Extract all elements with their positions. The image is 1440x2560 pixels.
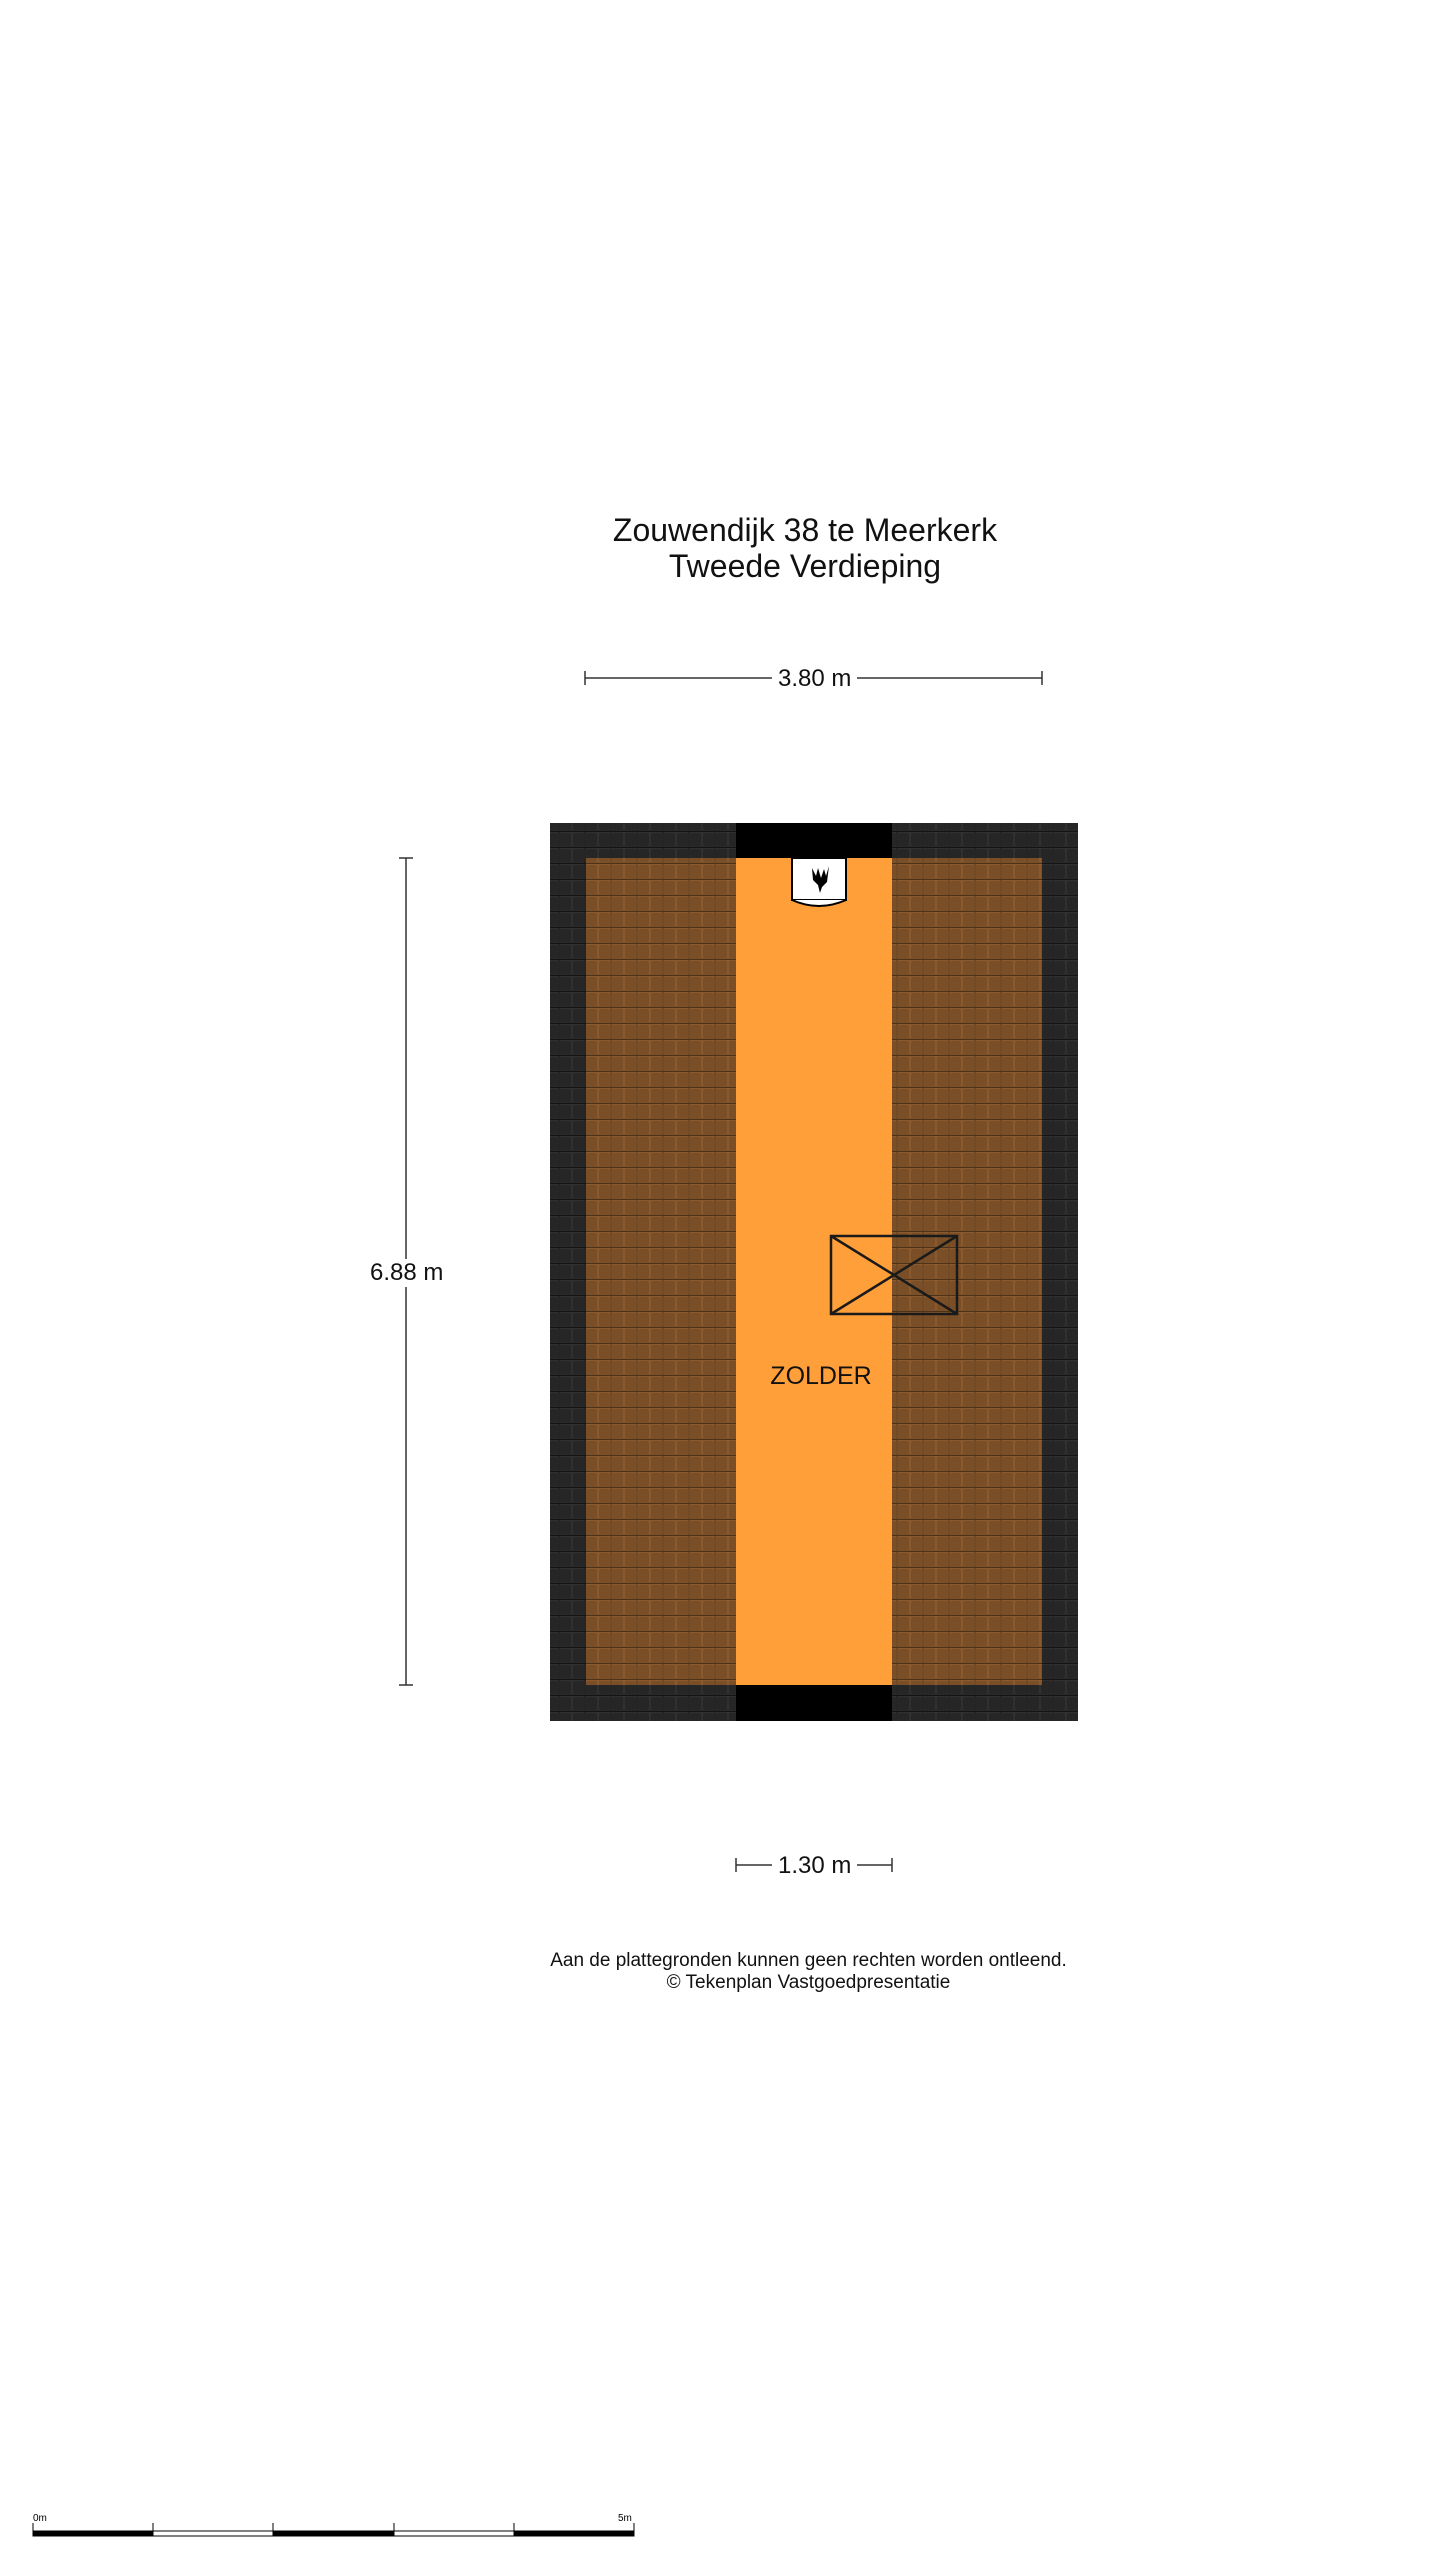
height-dimension-label: 6.88 m [364,1259,449,1287]
floorplan-title-floor: Tweede Verdieping [668,548,942,584]
floorplan-title-address: Zouwendijk 38 te Meerkerk [612,512,998,548]
room-label-zolder: ZOLDER [770,1362,872,1390]
roof-tiles-right [892,858,1042,1685]
roof-tiles-left [586,858,736,1685]
scale-bar [33,2513,634,2536]
wall-top [736,823,892,858]
scale-bar-start-label: 0m [33,2513,47,2524]
copyright-text: © Tekenplan Vastgoedpresentatie [666,1972,951,1993]
room-zolder [736,858,892,1685]
inner-width-dimension-label: 1.30 m [772,1852,857,1880]
width-dimension-label: 3.80 m [772,665,857,693]
scale-bar-end-label: 5m [618,2513,632,2524]
disclaimer-text: Aan de plattegronden kunnen geen rechten worden ontleend. [550,1950,1067,1971]
wall-bottom [736,1685,892,1721]
boiler-icon [792,858,846,906]
